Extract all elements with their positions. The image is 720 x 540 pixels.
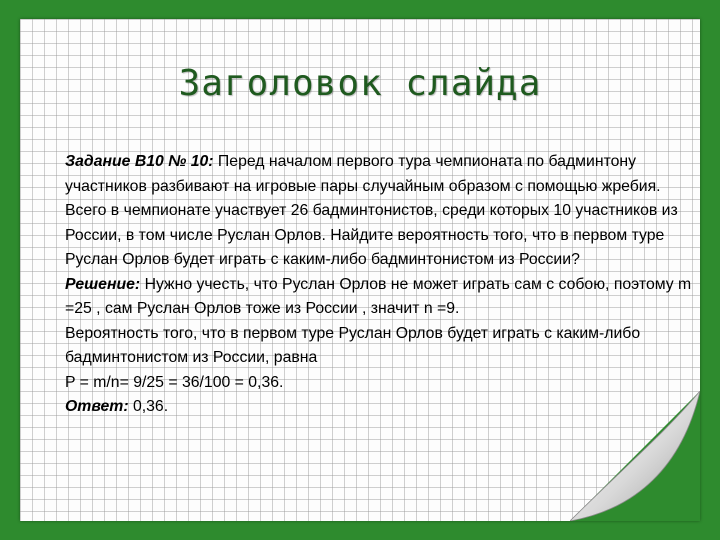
solution-text: Нужно учесть, что Руслан Орлов не может играть сам с собою, поэтому m =25 , сам Руслан Орлов тоже из России , значит n =9. Вероятность того, что в первом туре Руслан Орлов будет играть с каким-либо бадминтонистом из России, равна P = m/n= 9/25 = 36/100 = 0,36. — [65, 275, 692, 391]
solution-label: Решение: — [65, 275, 141, 293]
task-paragraph — [65, 150, 705, 273]
answer-label: Ответ: — [65, 398, 129, 415]
page-curl-corner — [570, 391, 700, 521]
answer-text: 0,36. — [128, 398, 169, 415]
slide-title: Заголовок слайда — [178, 63, 542, 104]
slide-content — [65, 150, 705, 420]
task-text: Перед началом первого тура чемпионата по бадминтону участников разбивают на игровые пары случайным образом с помощью жребия. Всего в чемпионате участвует 26 бадминтонистов, среди которых 10 участников из России, в том числе Руслан Орлов. Найдите вероятность того, что в первом туре Руслан Орлов будет играть с каким-либо бадминтонистом из России? — [65, 153, 678, 268]
solution-paragraph — [65, 273, 705, 396]
slide-paper — [20, 19, 700, 521]
task-label: Задание В10 № 10: — [65, 153, 214, 170]
